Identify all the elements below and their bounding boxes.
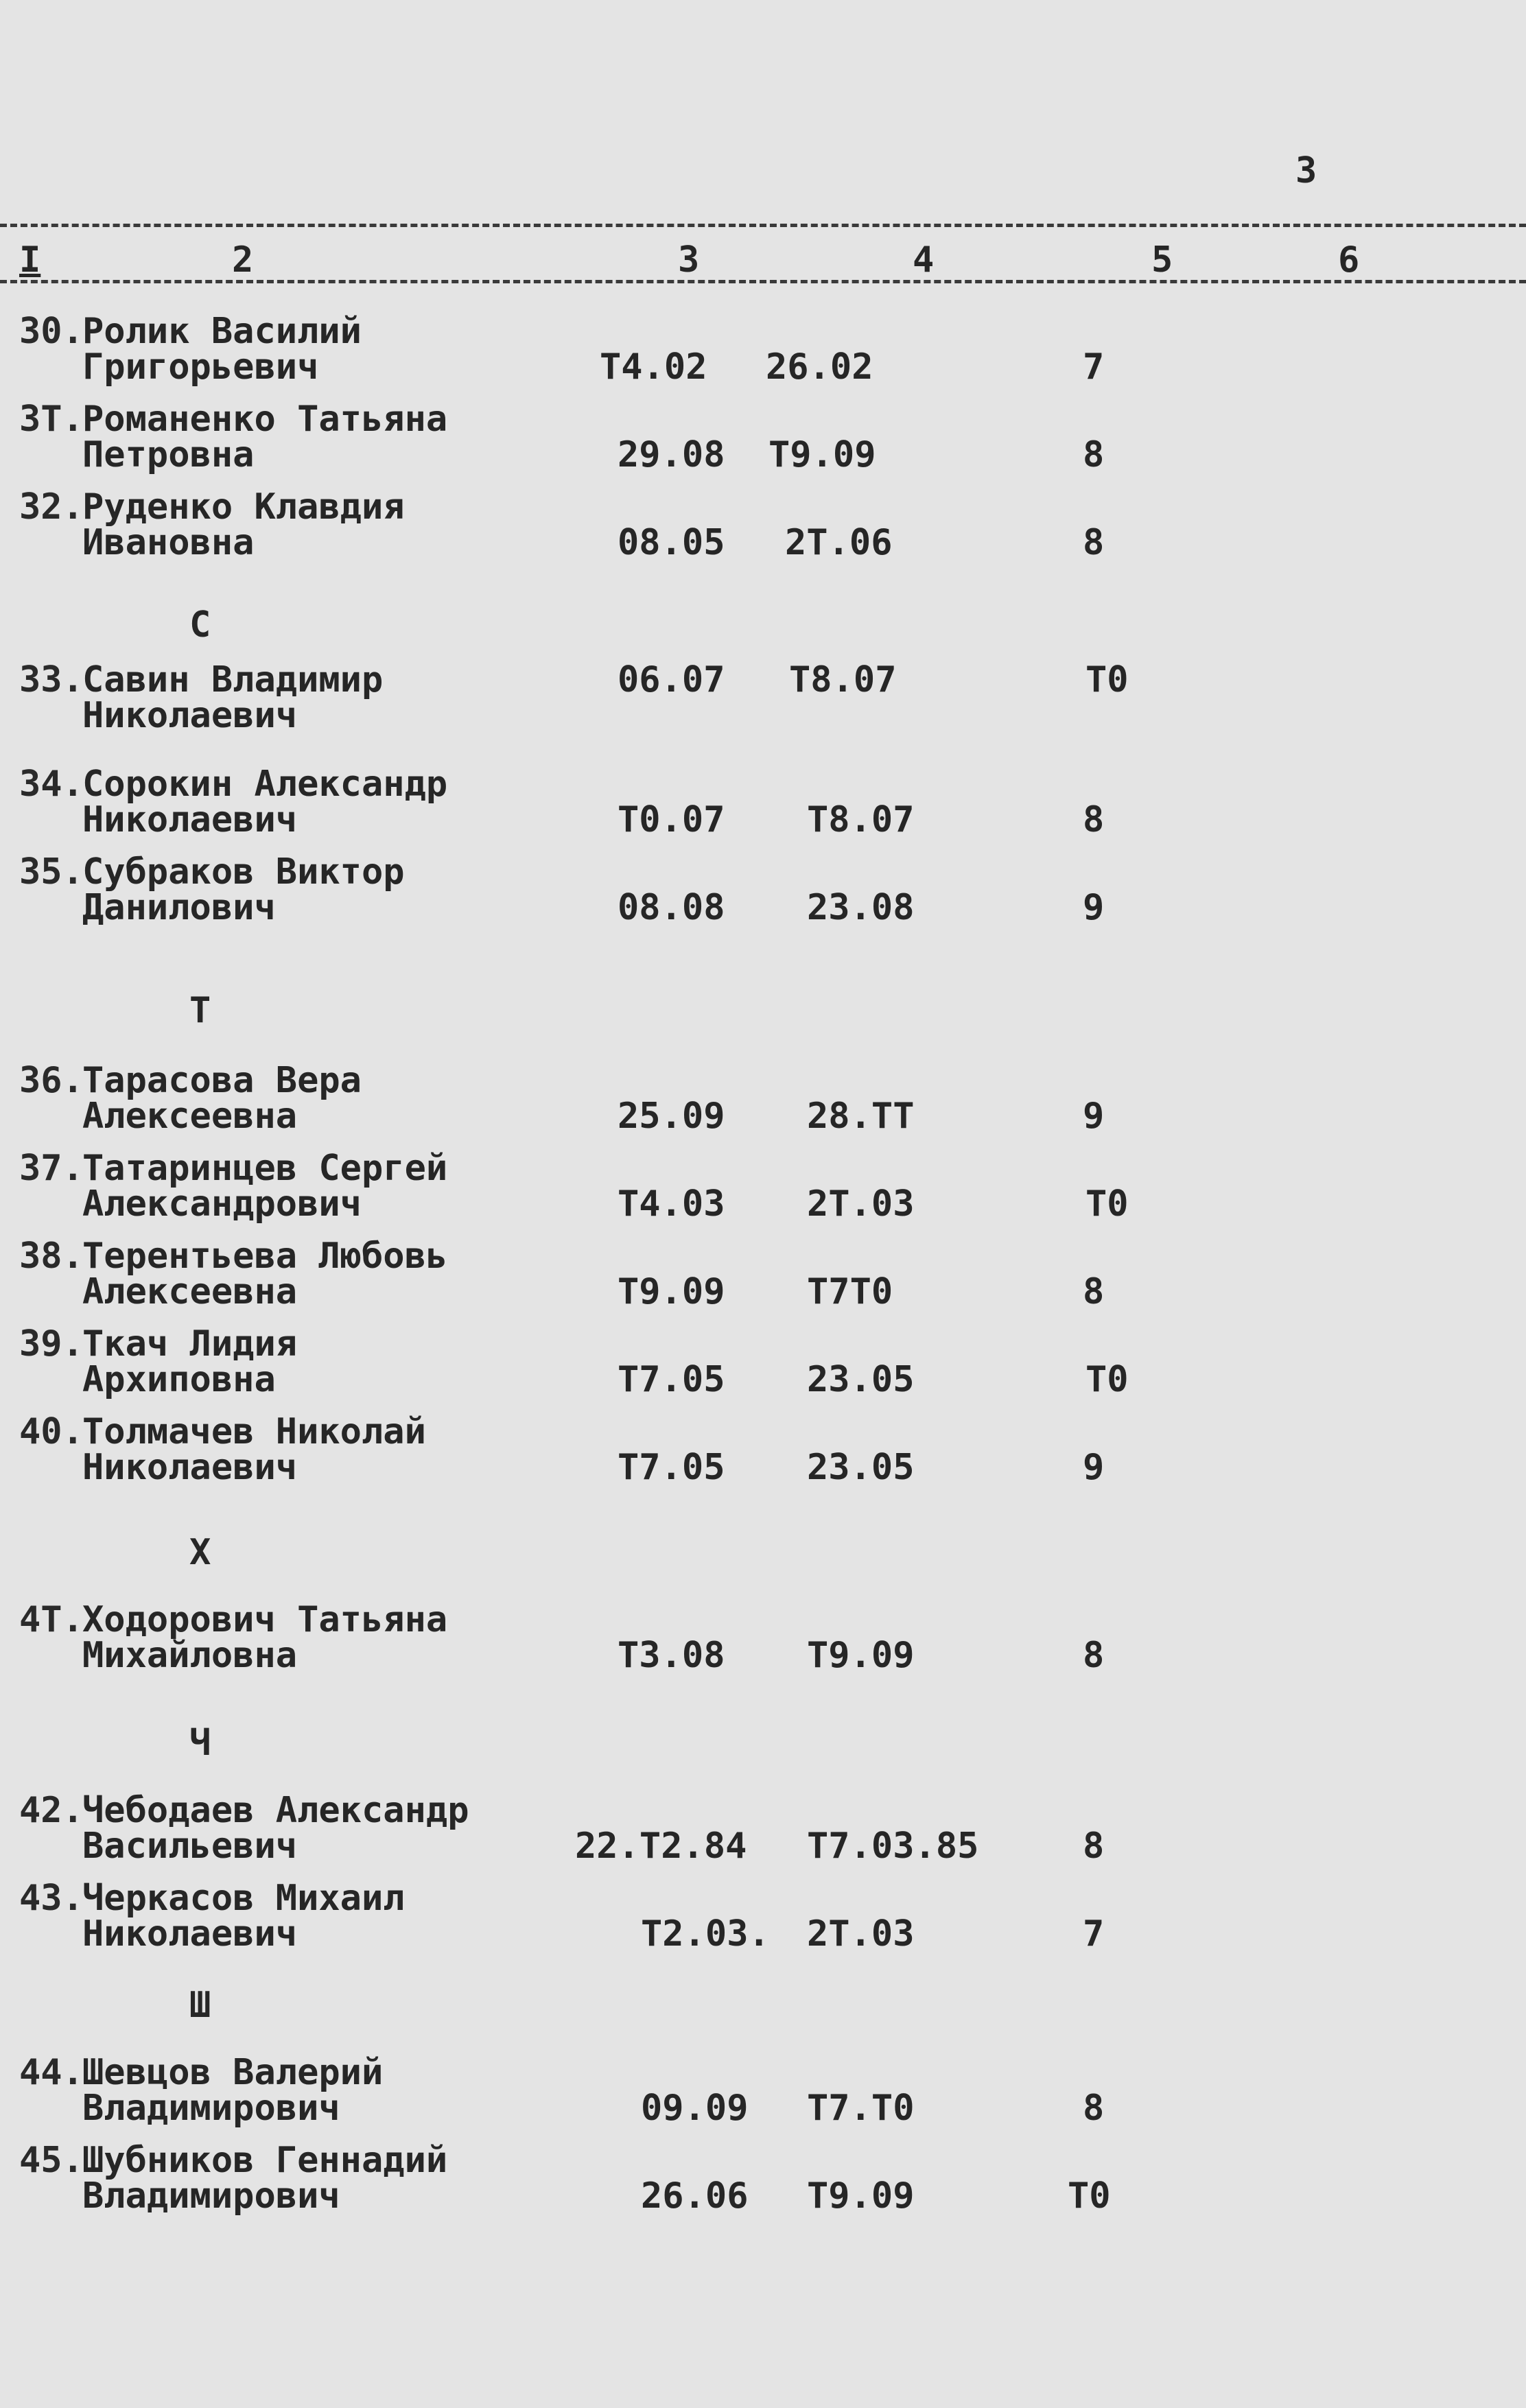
grade: Т0 — [1085, 659, 1129, 700]
end-date: Т8.07 — [789, 659, 897, 700]
start-date: Т3.08 — [618, 1635, 725, 1676]
entry-number: 38. — [19, 1236, 84, 1277]
grade: 9 — [1083, 1447, 1105, 1488]
entry-patronymic: Архиповна — [82, 1359, 276, 1400]
entry-name: Черкасов Михаил — [82, 1878, 405, 1919]
entry-name: Ткач Лидия — [82, 1323, 298, 1365]
grade: 8 — [1083, 799, 1105, 840]
end-date: 26.02 — [766, 346, 873, 388]
grade: 9 — [1083, 1096, 1105, 1137]
entry-patronymic: Николаевич — [82, 1447, 298, 1488]
start-date: Т9.09 — [618, 1271, 725, 1312]
section-letter: Ш — [189, 1985, 211, 2026]
grade: 8 — [1083, 1635, 1105, 1676]
section-letter: С — [189, 604, 211, 646]
column-header-2: 2 — [232, 239, 254, 281]
column-header-4: 4 — [913, 239, 935, 281]
entry-patronymic: Ивановна — [82, 522, 255, 563]
end-date: 2Т.03 — [807, 1913, 915, 1955]
header-rule-top — [0, 224, 1526, 227]
grade: 8 — [1083, 522, 1105, 563]
start-date: Т0.07 — [618, 799, 725, 840]
entry-name: Тарасова Вера — [82, 1060, 362, 1101]
entry-patronymic: Петровна — [82, 434, 255, 475]
entry-name: Руденко Клавдия — [82, 486, 405, 528]
end-date: 23.08 — [807, 887, 915, 928]
entry-name: Толмачев Николай — [82, 1411, 426, 1452]
section-letter: Т — [189, 990, 211, 1031]
start-date: 08.08 — [618, 887, 725, 928]
entry-name: Ходорович Татьяна — [82, 1599, 448, 1640]
grade: 8 — [1083, 1271, 1105, 1312]
entry-patronymic: Михайловна — [82, 1635, 298, 1676]
grade: 9 — [1083, 887, 1105, 928]
entry-name: Ролик Василий — [82, 311, 362, 352]
start-date: 06.07 — [618, 659, 725, 700]
entry-patronymic: Алексеевна — [82, 1271, 298, 1312]
entry-patronymic: Владимирович — [82, 2175, 340, 2217]
start-date: 29.08 — [618, 434, 725, 475]
entry-number: 34. — [19, 764, 84, 805]
column-header-1: I — [19, 239, 41, 281]
entry-name: Шубников Геннадий — [82, 2140, 448, 2181]
entry-patronymic: Васильевич — [82, 1826, 298, 1867]
entry-patronymic: Александрович — [82, 1183, 362, 1225]
end-date: Т7.Т0 — [807, 2088, 915, 2129]
section-letter: Ч — [189, 1723, 211, 1764]
column-header-6: 6 — [1338, 239, 1360, 281]
end-date: 23.05 — [807, 1447, 915, 1488]
grade: 8 — [1083, 1826, 1105, 1867]
entry-number: 32. — [19, 486, 84, 528]
entry-name: Сорокин Александр — [82, 764, 448, 805]
entry-patronymic: Данилович — [82, 887, 276, 928]
end-date: Т9.09 — [807, 1635, 915, 1676]
end-date: Т9.09 — [807, 2175, 915, 2217]
grade: 7 — [1083, 346, 1105, 388]
grade: 8 — [1083, 434, 1105, 475]
grade: Т0 — [1068, 2175, 1111, 2217]
end-date: Т7.03.85 — [807, 1826, 979, 1867]
entry-number: 40. — [19, 1411, 84, 1452]
header-rule-bottom — [0, 280, 1526, 283]
start-date: 25.09 — [618, 1096, 725, 1137]
entry-name: Шевцов Валерий — [82, 2052, 384, 2093]
entry-number: 4Т. — [19, 1599, 84, 1640]
page-number: 3 — [1295, 150, 1317, 191]
start-date: 26.06 — [641, 2175, 749, 2217]
grade: 8 — [1083, 2088, 1105, 2129]
entry-name: Савин Владимир — [82, 659, 384, 700]
grade: Т0 — [1085, 1183, 1129, 1225]
column-header-5: 5 — [1151, 239, 1173, 281]
entry-number: 33. — [19, 659, 84, 700]
entry-patronymic: Алексеевна — [82, 1096, 298, 1137]
end-date: Т8.07 — [807, 799, 915, 840]
end-date: 2Т.03 — [807, 1183, 915, 1225]
end-date: Т7Т0 — [807, 1271, 893, 1312]
entry-number: 35. — [19, 851, 84, 893]
end-date: 23.05 — [807, 1359, 915, 1400]
start-date: Т7.05 — [618, 1447, 725, 1488]
entry-patronymic: Николаевич — [82, 799, 298, 840]
grade: Т0 — [1085, 1359, 1129, 1400]
entry-name: Субраков Виктор — [82, 851, 405, 893]
end-date: 28.ТТ — [807, 1096, 915, 1137]
column-header-3: 3 — [678, 239, 700, 281]
entry-number: 36. — [19, 1060, 84, 1101]
start-date: Т4.03 — [618, 1183, 725, 1225]
entry-patronymic: Григорьевич — [82, 346, 319, 388]
start-date: 08.05 — [618, 522, 725, 563]
entry-patronymic: Николаевич — [82, 695, 298, 736]
entry-number: 3Т. — [19, 399, 84, 440]
grade: 7 — [1083, 1913, 1105, 1955]
entry-name: Романенко Татьяна — [82, 399, 448, 440]
entry-name: Терентьева Любовь — [82, 1236, 448, 1277]
entry-number: 30. — [19, 311, 84, 352]
entry-patronymic: Николаевич — [82, 1913, 298, 1955]
entry-number: 43. — [19, 1878, 84, 1919]
entry-number: 37. — [19, 1148, 84, 1189]
entry-name: Чебодаев Александр — [82, 1790, 469, 1831]
entry-number: 42. — [19, 1790, 84, 1831]
entry-number: 44. — [19, 2052, 84, 2093]
entry-number: 45. — [19, 2140, 84, 2181]
end-date: Т9.09 — [768, 434, 876, 475]
section-letter: Х — [189, 1532, 211, 1573]
entry-number: 39. — [19, 1323, 84, 1365]
end-date: 2Т.06 — [785, 522, 893, 563]
start-date: Т7.05 — [618, 1359, 725, 1400]
start-date: Т2.03. — [641, 1913, 770, 1955]
entry-patronymic: Владимирович — [82, 2088, 340, 2129]
start-date: Т4.02 — [600, 346, 707, 388]
start-date: 09.09 — [641, 2088, 749, 2129]
entry-name: Татаринцев Сергей — [82, 1148, 448, 1189]
start-date: 22.Т2.84 — [575, 1826, 747, 1867]
